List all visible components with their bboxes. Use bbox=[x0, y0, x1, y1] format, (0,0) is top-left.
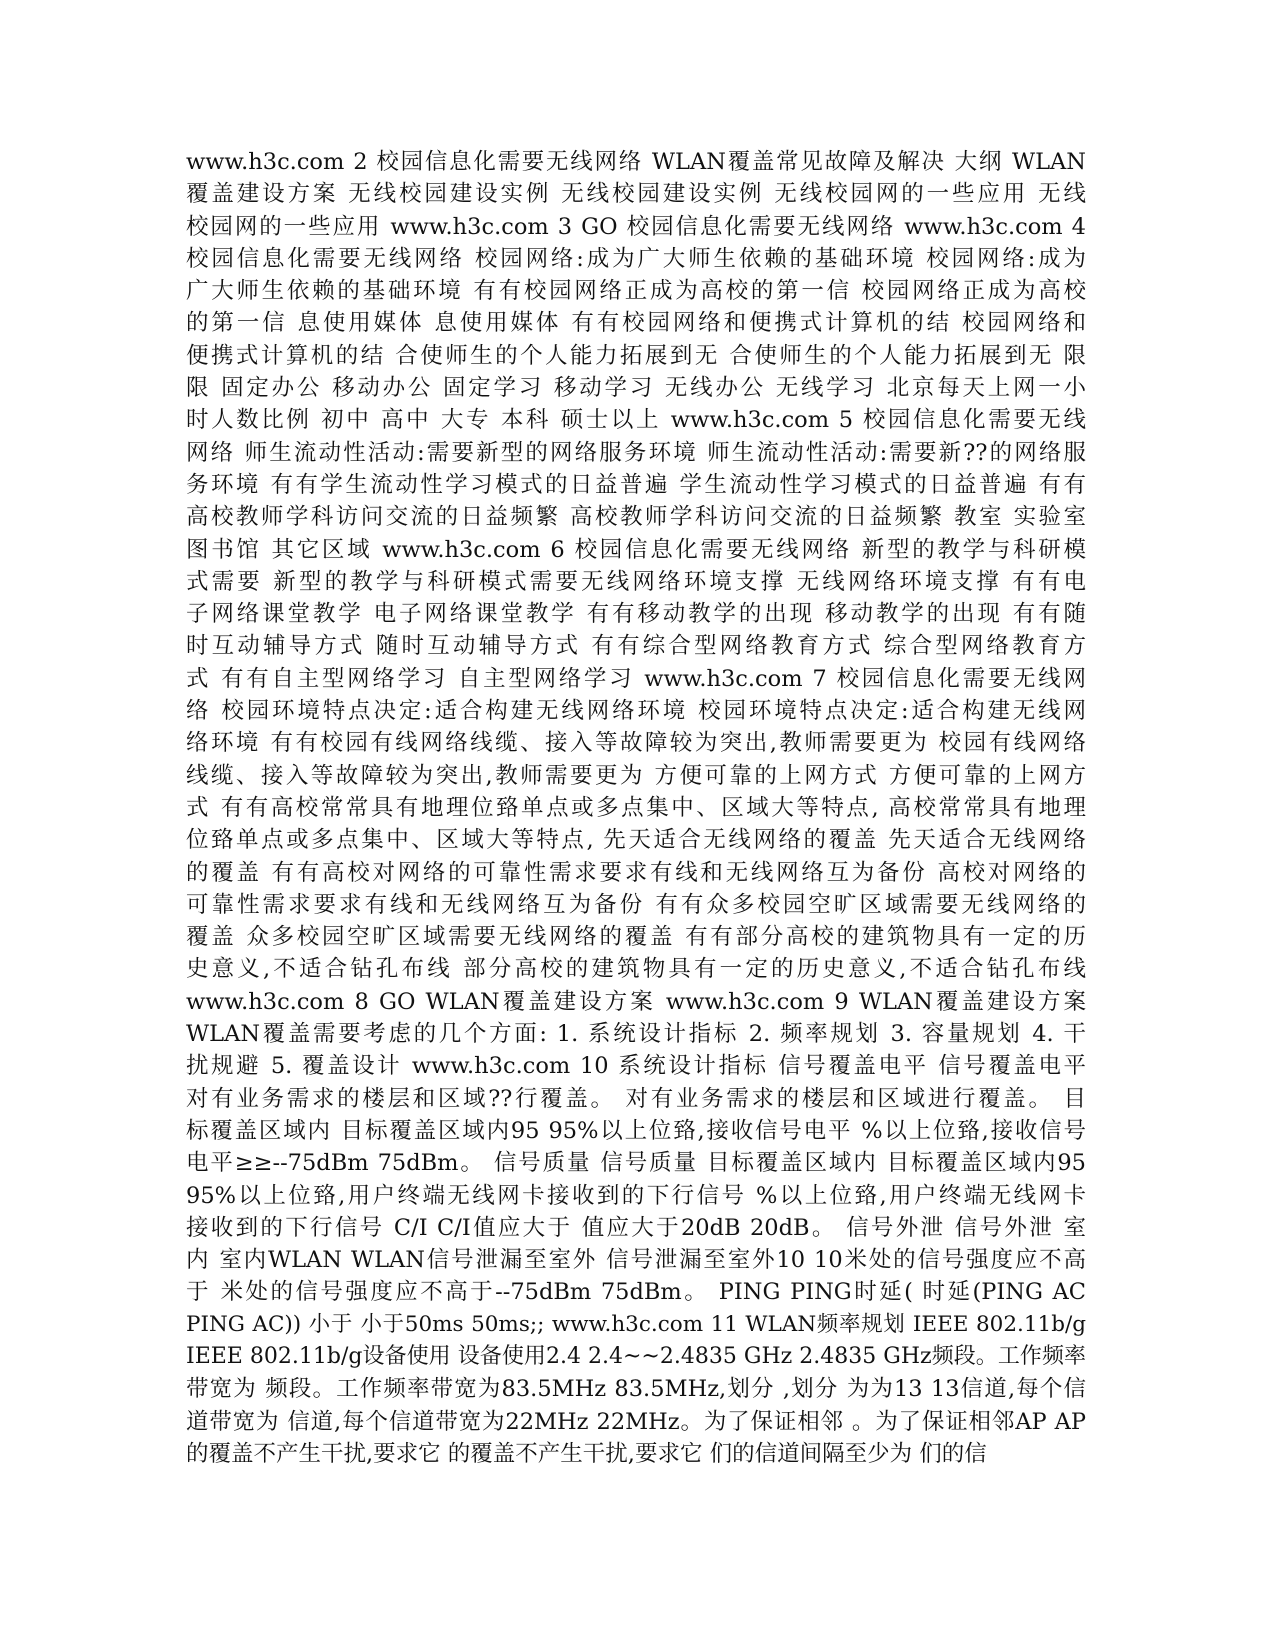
text-line: 道带宽为 信道,每个信道带宽为22MHz 22MHz。为了保证相邻 。为了保证相邻AP AP bbox=[186, 1408, 1086, 1435]
text-line: 内 室内WLAN WLAN信号泄漏至室外 信号泄漏至室外10 10米处的信号强度应不高 bbox=[186, 1247, 1086, 1274]
text-line: www.h3c.com 2 校园信息化需要无线网络 WLAN覆盖常见故障及解决 大纲 WLAN bbox=[186, 149, 1086, 175]
text-line: IEEE 802.11b/g设备使用 设备使用2.4 2.4~~2.4835 GHz 2.4835 GHz频段。工作频率 bbox=[186, 1343, 1086, 1369]
text-line: 式需要 新型的教学与科研模式需要无线网络环境支撑 无线网络环境支撑 有有电 bbox=[186, 568, 1086, 595]
text-line: 络环境 有有校园有线网络线缆、接入等故障较为突出,教师需要更为 校园有线网络 bbox=[186, 730, 1086, 757]
text-line: 式 有有高校常常具有地理位臵单点或多点集中、区域大等特点, 高校常常具有地理 bbox=[186, 794, 1086, 821]
text-line: 便携式计算机的结 合使师生的个人能力拓展到无 合使师生的个人能力拓展到无 限 bbox=[186, 342, 1086, 369]
text-line: 务环境 有有学生流动性学习模式的日益普遍 学生流动性学习模式的日益普遍 有有 bbox=[186, 471, 1086, 498]
text-line: 带宽为 频段。工作频率带宽为83.5MHz 83.5MHz,划分 ,划分 为为13 13信道,每个信 bbox=[186, 1376, 1086, 1403]
text-line: 线缆、接入等故障较为突出,教师需要更为 方便可靠的上网方式 方便可靠的上网方 bbox=[186, 762, 1086, 789]
text-line: 式 有有自主型网络学习 自主型网络学习 www.h3c.com 7 校园信息化需要无线网 bbox=[186, 665, 1086, 692]
text-line: 的覆盖 有有高校对网络的可靠性需求要求有线和无线网络互为备份 高校对网络的 bbox=[186, 859, 1086, 886]
text-line: 时人数比例 初中 高中 大专 本科 硕士以上 www.h3c.com 5 校园信息化需要无线 bbox=[186, 407, 1086, 434]
text-line: 对有业务需求的楼层和区域??行覆盖。 对有业务需求的楼层和区域进行覆盖。 目 bbox=[186, 1085, 1086, 1112]
text-line: 史意义,不适合钻孔布线 部分高校的建筑物具有一定的历史意义,不适合钻孔布线 bbox=[186, 956, 1086, 983]
text-line: 的覆盖不产生干扰,要求它 的覆盖不产生干扰,要求它 们的信道间隔至少为 们的信 bbox=[186, 1440, 987, 1467]
text-line: www.h3c.com 8 GO WLAN覆盖建设方案 www.h3c.com 9 WLAN覆盖建设方案 bbox=[186, 988, 1086, 1015]
text-line: 校园信息化需要无线网络 校园网络:成为广大师生依赖的基础环境 校园网络:成为 bbox=[186, 245, 1086, 272]
text-line: 的第一信 息使用媒体 息使用媒体 有有校园网络和便携式计算机的结 校园网络和 bbox=[186, 310, 1086, 337]
text-line: 电平≥≥--75dBm 75dBm。 信号质量 信号质量 目标覆盖区域内 目标覆盖区域内95 bbox=[186, 1150, 1086, 1177]
text-line: 时互动辅导方式 随时互动辅导方式 有有综合型网络教育方式 综合型网络教育方 bbox=[186, 633, 1086, 660]
text-line: 图书馆 其它区域 www.h3c.com 6 校园信息化需要无线网络 新型的教学与科研模 bbox=[186, 536, 1086, 563]
text-line: 位臵单点或多点集中、区域大等特点, 先天适合无线网络的覆盖 先天适合无线网络 bbox=[186, 827, 1086, 854]
text-line: 子网络课堂教学 电子网络课堂教学 有有移动教学的出现 移动教学的出现 有有随 bbox=[186, 601, 1086, 628]
text-line: WLAN覆盖需要考虑的几个方面: 1. 系统设计指标 2. 频率规划 3. 容量规划 4. 干 bbox=[186, 1021, 1086, 1048]
text-line: 覆盖 众多校园空旷区域需要无线网络的覆盖 有有部分高校的建筑物具有一定的历 bbox=[186, 924, 1086, 951]
text-line: 络 校园环境特点决定:适合构建无线网络环境 校园环境特点决定:适合构建无线网 bbox=[186, 698, 1086, 725]
text-line: 覆盖建设方案 无线校园建设实例 无线校园建设实例 无线校园网的一些应用 无线 bbox=[186, 181, 1086, 208]
text-line: 接收到的下行信号 C/I C/I值应大于 值应大于20dB 20dB。 信号外泄 信号外泄 室 bbox=[186, 1214, 1086, 1241]
text-line: 校园网的一些应用 www.h3c.com 3 GO 校园信息化需要无线网络 www.h3c.com 4 bbox=[186, 213, 1086, 240]
text-line: PING AC)) 小于 小于50ms 50ms;; www.h3c.com 11 WLAN频率规划 IEEE 802.11b/g bbox=[186, 1311, 1086, 1337]
text-line: 限 固定办公 移动办公 固定学习 移动学习 无线办公 无线学习 北京每天上网一小 bbox=[186, 375, 1086, 402]
text-line: 扰规避 5. 覆盖设计 www.h3c.com 10 系统设计指标 信号覆盖电平 信号覆盖电平 bbox=[186, 1053, 1086, 1080]
text-line: 广大师生依赖的基础环境 有有校园网络正成为高校的第一信 校园网络正成为高校 bbox=[186, 278, 1086, 305]
body-text bbox=[186, 146, 1086, 1470]
text-line: 95%以上位臵,用户终端无线网卡接收到的下行信号 %以上位臵,用户终端无线网卡 bbox=[186, 1182, 1086, 1209]
text-line: 网络 师生流动性活动:需要新型的网络服务环境 师生流动性活动:需要新??的网络服 bbox=[186, 439, 1086, 466]
text-line: 标覆盖区域内 目标覆盖区域内95 95%以上位臵,接收信号电平 %以上位臵,接收信号 bbox=[186, 1117, 1086, 1144]
text-line: 可靠性需求要求有线和无线网络互为备份 有有众多校园空旷区域需要无线网络的 bbox=[186, 891, 1086, 918]
text-line: 于 米处的信号强度应不高于--75dBm 75dBm。 PING PING时延( 时延(PING AC bbox=[186, 1279, 1086, 1306]
text-line: 高校教师学科访问交流的日益频繁 高校教师学科访问交流的日益频繁 教室 实验室 bbox=[186, 504, 1086, 531]
